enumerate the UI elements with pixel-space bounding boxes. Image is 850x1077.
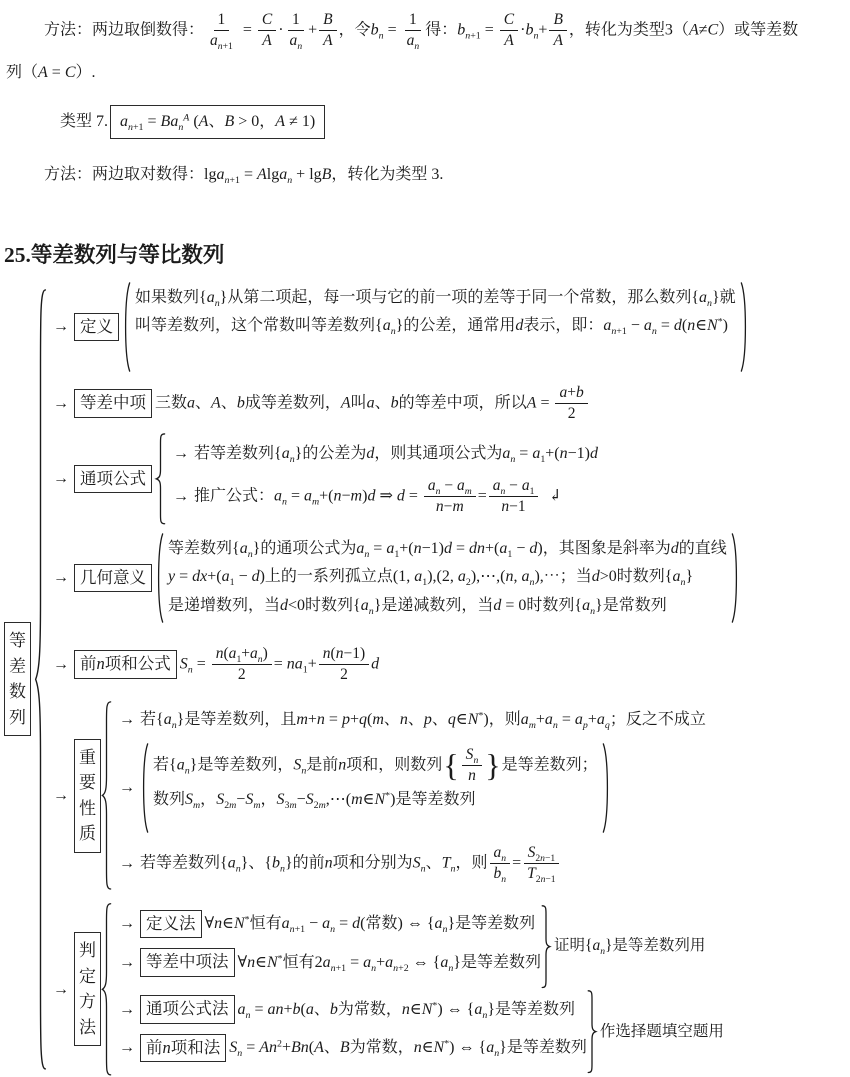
general-item-1: 若等差数列$\{a_n\}$的公差为d，则其通项公式为$a_n = a_1+(n-1)d$ <box>194 444 598 465</box>
list-item <box>116 707 706 733</box>
general-item-2: 推广公式：$a_n = a_m+(n-m)d$ ⇒ d = $\frac{a_n - a_m}{n-m}$ = $\frac{a_n - a_1}{n-1}$ ↲ <box>194 477 562 516</box>
method-reciprocal-line1: 方法：两边取倒数得： $\frac{1}{a_{n+1}}$ = $\frac{C}{A}$ · $\frac{1}{a_n}$ + $\frac{B}{A}$ ，令$b_n$ = $\frac{1}{a_n}$ 得：$b_{n+1}$ = $\frac{C}{A}$ $\cdot b_n+$ $\frac{B}{A}$ ，转化为类型3（A≠C）或等差数 <box>44 11 799 52</box>
top-section <box>0 0 850 187</box>
judge-items <box>112 902 724 1077</box>
properties-item-2: 若$\{a_n\}$是等差数列，$S_n$是前n项和，则数列{ $\frac{S_n}{n}$ }是等差数列； 数列$S_m$，$S_{2m}-S_m$，$S_{3m}-S_{2m},\cdots(m\in N^*)$是等差数列 <box>153 745 598 812</box>
big-brace-left-icon <box>34 282 47 1077</box>
list-item <box>116 995 587 1023</box>
paren-left-icon <box>122 282 131 372</box>
definition-paren-group <box>122 282 749 372</box>
mindmap-rows <box>47 282 850 1077</box>
paren-right-icon <box>740 282 749 372</box>
arrow-icon: → <box>119 915 135 933</box>
arrow-icon: → <box>119 953 135 971</box>
row-definition <box>50 282 850 372</box>
row-middle-term <box>50 383 850 424</box>
arrow-icon: → <box>119 1000 135 1018</box>
judge-method-label: 定义法 <box>140 910 202 938</box>
sum-formula-body: $S_n$ = $\frac{n(a_1+a_n)}{2}$ = $na_1+$ $\frac{n(n-1)}{2}$ d <box>179 644 380 684</box>
general-formula-label: 通项公式 <box>74 465 152 493</box>
brace-left-icon <box>155 433 166 525</box>
paren-left-icon <box>140 743 149 833</box>
judge-method-label: 通项公式法 <box>140 995 235 1023</box>
general-formula-items <box>166 434 598 525</box>
brace-right-icon <box>541 905 551 988</box>
list-item <box>170 476 598 517</box>
row-geometric-meaning <box>50 533 850 623</box>
judge-method-label: 前n项和法 <box>140 1034 226 1062</box>
properties-item-3: 若等差数列$\{a_n\}$、$\{b_n\}$的前n项和分别为$S_n$、$T_n$，则 $\frac{a_n}{b_n}$ = $\frac{S_{2n-1}}{T_{2n-1}}$ <box>140 843 562 884</box>
brace-left-icon <box>101 902 112 1077</box>
geometric-label: 几何意义 <box>74 564 152 592</box>
type7-formula-box: $a_{n+1} = Ba_n^A$ (A、B > 0，A ≠ 1) <box>110 105 325 139</box>
judge-group-proof <box>116 905 724 988</box>
arrow-icon: → <box>173 488 189 506</box>
judge-note-proof: 证明$\{a_n\}$是等差数列用 <box>553 937 706 958</box>
properties-item-1: 若$\{a_n\}$是等差数列，且m+n = p+q(m、n、p、q∈N*)，则$a_m+a_n = a_p+a_q$；反之不成立 <box>140 710 706 732</box>
paren-right-icon <box>602 743 611 833</box>
arrow-icon: → <box>53 394 69 412</box>
judge-note-choice: 作选择题填空题用 <box>599 1022 724 1040</box>
arrow-icon: → <box>119 778 135 796</box>
list-item <box>170 441 598 467</box>
method-reciprocal-line2: 列（A = C）. <box>6 64 96 82</box>
arrow-icon: → <box>53 470 69 488</box>
row-important-properties <box>50 700 850 891</box>
arrow-icon: → <box>53 569 69 587</box>
type7-label: 类型 7. <box>60 112 109 130</box>
brace-right-icon <box>587 990 597 1073</box>
paren-left-icon <box>155 533 164 623</box>
judge-method-body: $S_n = An^2+Bn(A$、B为常数，n∈N*) ⇔ $\{a_n\}$是等差数列 <box>229 1038 587 1060</box>
type7-line <box>60 105 850 139</box>
definition-body: 如果数列$\{a_n\}$从第二项起，每一项与它的前一项的差等于同一个常数，那么数列$\{a_n\}$就 叫等差数列，这个常数叫等差数列$\{a_n\}$的公差，通常用d表示，即：$a_{n+1} - a_n$ = d(n∈N*) <box>135 288 736 338</box>
judge-method-body: ∀n∈N*恒有$2a_{n+1} = a_n+a_{n+2}$ ⇔ $\{a_n\}$是等差数列 <box>237 953 541 974</box>
arrow-icon: → <box>119 711 135 729</box>
geometric-body: 等差数列$\{a_n\}$的通项公式为$a_n = a_1+(n-1)d = dn+(a_1 - d)$，其图象是斜率为d的直线 $y = dx+(a_1 - d)$上的一系列孤立点(1, $a_1),(2$, $a_2),\cdots,(n$, $a_n),\cdots$；当d>0时数列$\{a_n\}$ 是递增数列，当d<0时数列$\{a_n\}$是递减数列，当d = 0时数列$\{a_n\}$是常数列 <box>168 539 727 617</box>
mindmap <box>4 282 850 1077</box>
properties-label: 重 要 性 质 <box>74 739 101 853</box>
section-title: 25.等差数列与等比数列 <box>4 243 225 268</box>
paren-right-icon <box>731 533 740 623</box>
list-item <box>116 910 541 938</box>
middle-term-body: 三数a、A、b成等差数列，A叫a、b的等差中项，所以A = $\frac{a+b}{2}$ <box>155 383 590 424</box>
arrow-icon: → <box>173 444 189 462</box>
row-sum-formula <box>50 644 850 685</box>
arrow-icon: → <box>53 318 69 336</box>
definition-label: 定义 <box>74 313 119 341</box>
arrow-icon: → <box>53 980 69 998</box>
list-item <box>116 843 706 884</box>
properties-items <box>112 700 706 891</box>
sum-formula-label: 前n项和公式 <box>74 650 177 678</box>
arrow-icon: → <box>53 655 69 673</box>
arrow-icon: → <box>119 854 135 872</box>
properties-paren-group <box>140 743 611 833</box>
list-item <box>116 743 706 833</box>
arrow-icon: → <box>53 786 69 804</box>
geometric-paren-group <box>155 533 740 623</box>
judge-label: 判 定 方 法 <box>74 932 101 1046</box>
root-label: 等 差 数 列 <box>4 622 31 736</box>
arrow-icon: → <box>119 1039 135 1057</box>
list-item <box>116 948 541 976</box>
method-log-line: 方法：两边取对数得：lga$_{n+1}$ = Alga$_n$ + lgB，转化为类型 3. <box>44 165 444 186</box>
judge-method-body: ∀n∈N*恒有$a_{n+1} - a_n = d$(常数) ⇔ $\{a_n\}$是等差数列 <box>204 915 536 936</box>
judge-group-choice <box>116 990 724 1073</box>
middle-term-label: 等差中项 <box>74 389 152 417</box>
judge-method-label: 等差中项法 <box>140 948 235 976</box>
row-judgment-methods <box>50 902 850 1077</box>
row-general-formula <box>50 433 850 525</box>
list-item <box>116 1034 587 1062</box>
judge-method-body: $a_n = an+b(a$、b为常数，n∈N*) ⇔ $\{a_n\}$是等差数列 <box>237 1000 575 1021</box>
brace-left-icon <box>101 700 112 891</box>
